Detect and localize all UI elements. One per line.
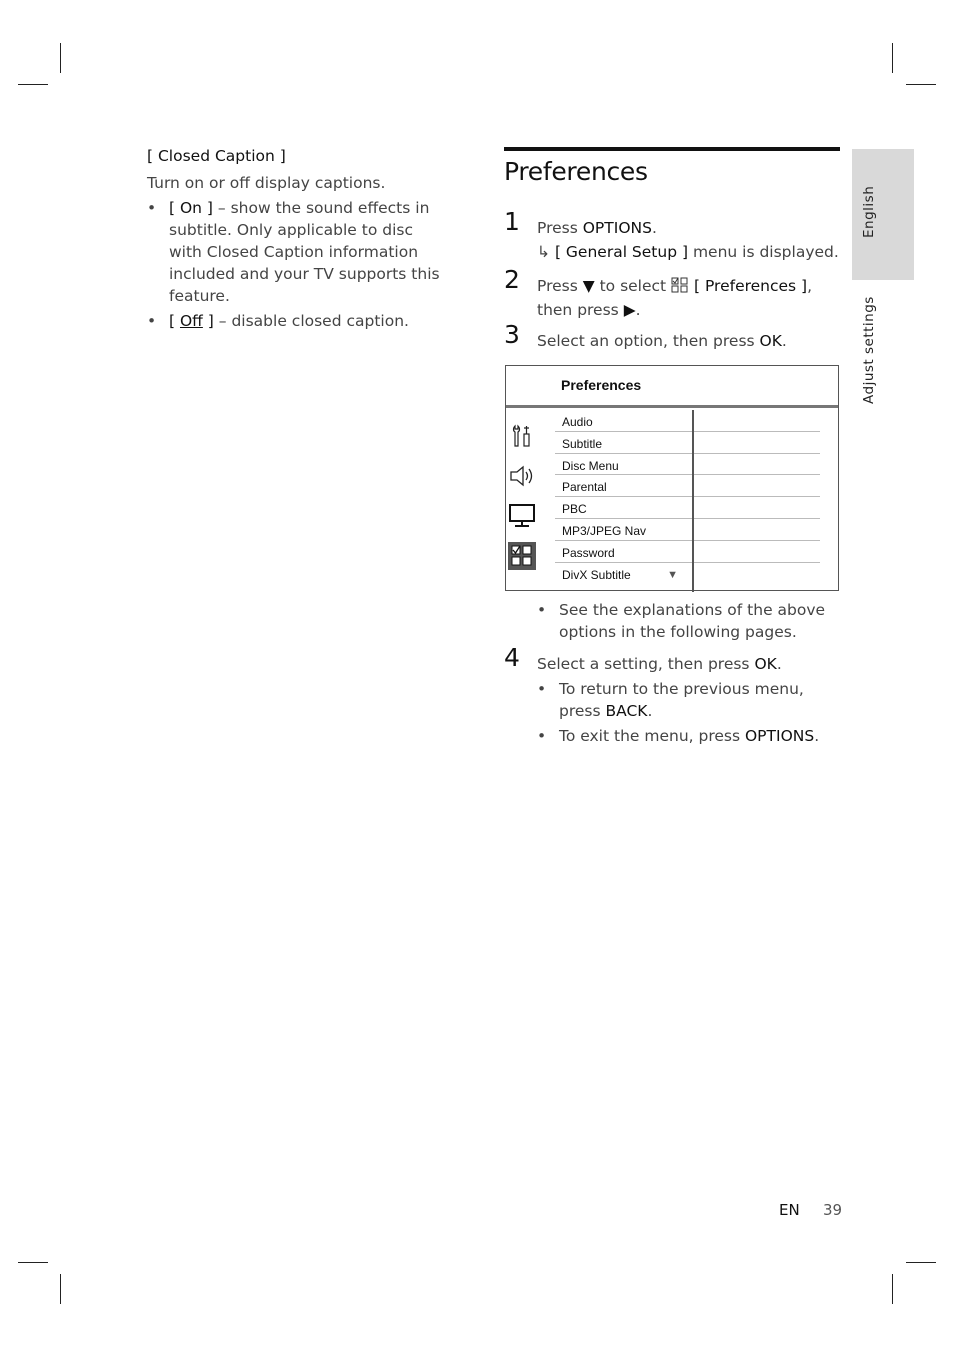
menu-values-column [694, 410, 820, 584]
section-rule [504, 147, 840, 151]
step-1: 1 Press OPTIONS. ↳ [ General Setup ] menu is displayed. [504, 207, 839, 261]
list-item [147, 197, 447, 307]
crop-mark [18, 1262, 48, 1263]
ok-key: OK [754, 655, 777, 673]
menu-item-parental: Parental [555, 475, 692, 497]
crop-mark [906, 84, 936, 85]
preferences-menu-screen [505, 365, 839, 591]
options-key: OPTIONS [744, 727, 815, 745]
list-item: • To exit the menu, press OPTIONS. [537, 727, 820, 745]
monitor-icon [508, 502, 536, 530]
menu-value-cell [694, 475, 820, 497]
menu-item-subtitle: Subtitle [555, 432, 692, 454]
section-label: Adjust settings [861, 296, 877, 404]
crop-mark [60, 1274, 61, 1304]
menu-value-cell [694, 519, 820, 541]
note-text: See the explanations of the above options in the following pages. [559, 601, 826, 641]
preferences-key: [ Preferences ] [694, 277, 808, 295]
step-2: 2 Press ▼ to select [ Preferences ], then press ▶. [504, 265, 813, 319]
preferences-section [504, 147, 840, 186]
option-on-text: – show the sound effects in subtitle. Only applicable to disc with Closed Caption information included and your TV supports this feature. [169, 199, 440, 305]
menu-item-password: Password [555, 541, 692, 563]
step-number: 1 [504, 207, 520, 236]
language-tab-label: English [861, 185, 877, 238]
step-3: 3 Select an option, then press OK. [504, 320, 787, 350]
menu-value-cell [694, 497, 820, 519]
list-item: • To return to the previous menu, press BACK. [537, 680, 804, 720]
option-on-label: [ On ] [169, 199, 213, 217]
menu-value-cell [694, 563, 820, 585]
bullet-dot: • [147, 199, 157, 217]
menu-item-divx-subtitle: DivX Subtitle ▼ [555, 563, 692, 585]
preferences-icon [671, 277, 689, 299]
preferences-icon [508, 542, 536, 570]
back-key: BACK [605, 702, 648, 720]
closed-caption-section [147, 145, 447, 335]
menu-value-cell [694, 454, 820, 476]
menu-item-mp3-jpeg-nav: MP3/JPEG Nav [555, 519, 692, 541]
crop-mark [892, 43, 893, 73]
right-arrow-icon: ▶ [623, 301, 636, 319]
step-4: 4 Select a setting, then press OK. [504, 643, 782, 673]
menu-title: Preferences [561, 377, 642, 393]
speaker-icon [508, 462, 536, 490]
ok-key: OK [759, 332, 782, 350]
crop-mark [18, 84, 48, 85]
page-title: Preferences [504, 157, 648, 186]
scroll-down-icon: ▼ [667, 568, 678, 581]
note-bullet: • See the explanations of the above options in the following pages. [537, 601, 826, 641]
menu-value-cell [694, 541, 820, 563]
footer-language: EN [779, 1201, 800, 1219]
settings-icon [508, 422, 536, 450]
general-setup-key: [ General Setup ] [554, 243, 689, 261]
list-item [147, 310, 447, 332]
crop-mark [892, 1274, 893, 1304]
closed-caption-heading: [ Closed Caption ] [147, 147, 286, 165]
crop-mark [60, 43, 61, 73]
option-off-text: – disable closed caption. [213, 312, 409, 330]
option-off-label: [ Off ] [169, 312, 214, 330]
result-arrow-icon: ↳ [537, 243, 550, 261]
menu-header [506, 366, 838, 408]
menu-item-audio: Audio [555, 410, 692, 432]
step-number: 3 [504, 320, 520, 349]
page-number: 39 [823, 1201, 843, 1219]
step-4-bullets [537, 678, 837, 750]
crop-mark [906, 1262, 936, 1263]
step-number: 4 [504, 643, 520, 672]
step-number: 2 [504, 265, 520, 294]
down-arrow-icon: ▼ [582, 277, 595, 295]
closed-caption-intro: Turn on or off display captions. [147, 174, 386, 192]
menu-item-disc-menu: Disc Menu [555, 454, 692, 476]
menu-item-pbc: PBC [555, 497, 692, 519]
menu-items-list [555, 410, 694, 592]
menu-value-cell [694, 432, 820, 454]
menu-value-cell [694, 410, 820, 432]
bullet-dot: • [147, 312, 157, 330]
options-key: OPTIONS [582, 219, 652, 237]
